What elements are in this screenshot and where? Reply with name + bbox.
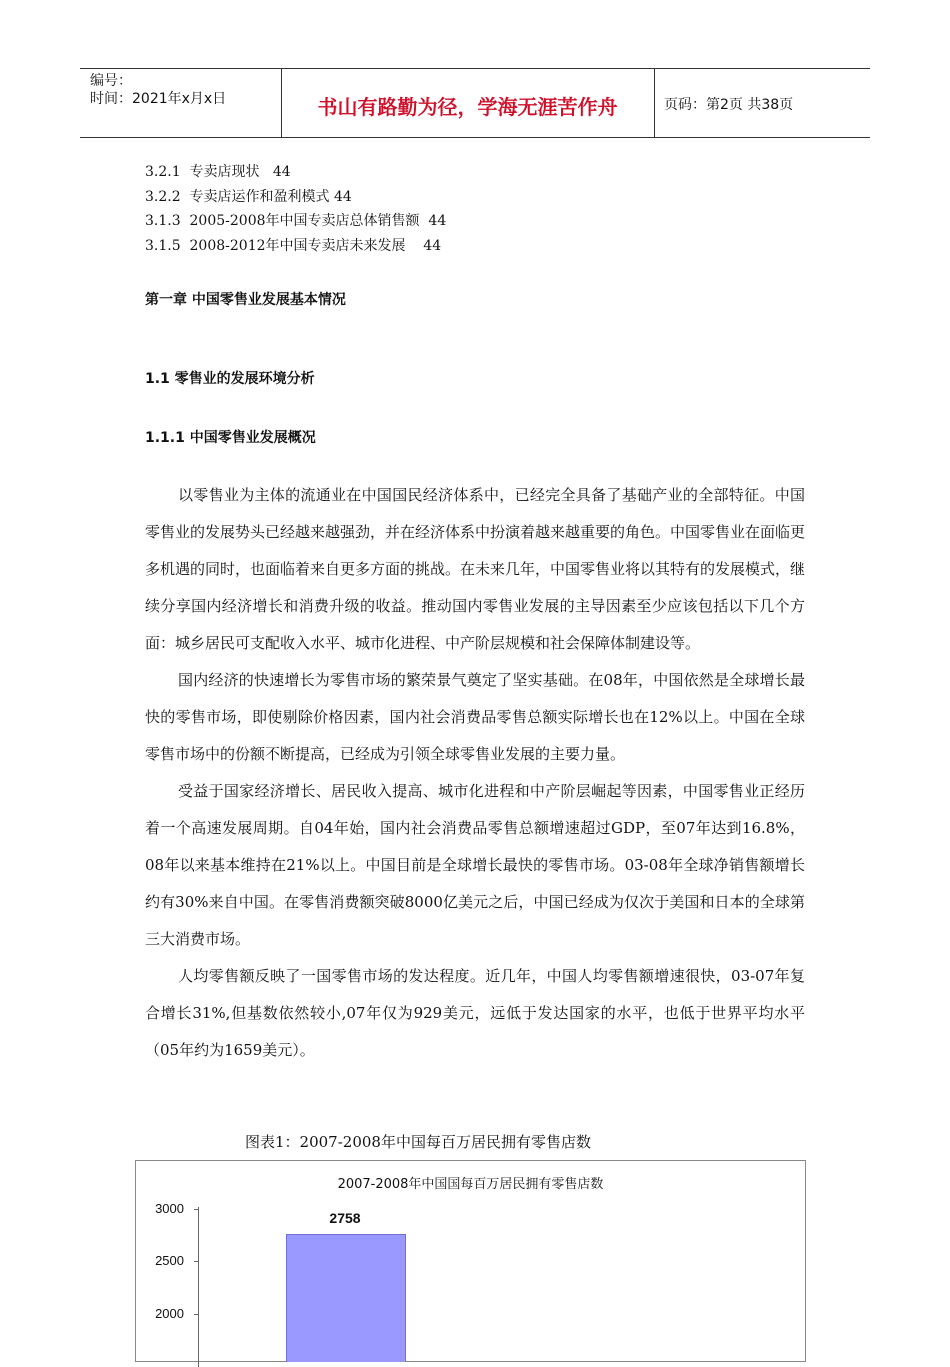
y-axis	[198, 1207, 199, 1367]
y-tick-label: 2500	[155, 1253, 184, 1268]
header-page-info: 页码：第2页 共38页	[664, 97, 794, 113]
subsection-heading: 1.1.1 中国零售业发展概况	[145, 430, 316, 446]
section-heading: 1.1 零售业的发展环境分析	[145, 371, 315, 387]
y-tick-label: 3000	[155, 1201, 184, 1216]
paragraph: 受益于国家经济增长、居民收入提高、城市化进程和中产阶层崛起等因素，中国零售业正经历着一个高速发展周期。自04年始，国内社会消费品零售总额增速超过GDP，至07年达到16.8%，08年以来基本维持在21%以上。中国目前是全球增长最快的零售市场。03-08年全球净销售额增长约有30%来自中国。在零售消费额突破8000亿美元之后，中国已经成为仅次于美国和日本的全球第三大消费市场。	[145, 782, 805, 948]
chapter-title: 第一章 中国零售业发展基本情况	[145, 292, 346, 308]
bar-data-label: 2758	[329, 1210, 361, 1227]
figure-caption: 图表1：2007-2008年中国每百万居民拥有零售店数	[245, 1133, 591, 1151]
toc-item: 3.1.3 2005-2008年中国专卖店总体销售额 44	[145, 213, 447, 229]
y-tick-mark	[194, 1261, 199, 1262]
toc	[145, 160, 446, 258]
header-meta	[90, 72, 226, 108]
header-date: 时间：2021年x月x日	[90, 91, 227, 107]
toc-item: 3.2.2 专卖店运作和盈利模式 44	[145, 188, 352, 205]
chart-title: 2007-2008年中国国每百万居民拥有零售店数	[337, 1177, 604, 1192]
y-tick-mark	[194, 1209, 199, 1210]
body-text	[145, 477, 805, 1069]
header-motto: 书山有路勤为径，学海无涯苦作舟	[317, 95, 618, 119]
paragraph: 人均零售额反映了一国零售市场的发达程度。近几年，中国人均零售额增速很快，03-07年复合增长31%,但基数依然较小,07年仅为929美元，远低于发达国家的水平，也低于世界平均水平（05年约为1659美元）。	[145, 967, 805, 1059]
page-header	[80, 68, 870, 138]
y-tick-mark	[194, 1314, 199, 1315]
header-number: 编号：	[90, 73, 132, 89]
bar-2758	[286, 1234, 406, 1362]
header-divider	[654, 69, 655, 137]
paragraph: 以零售业为主体的流通业在中国国民经济体系中，已经完全具备了基础产业的全部特征。中国零售业的发展势头已经越来越强劲，并在经济体系中扮演着越来越重要的角色。中国零售业在面临更多机遇的同时，也面临着来自更多方面的挑战。在未来几年，中国零售业将以其特有的发展模式，继续分享国内经济增长和消费升级的收益。推动国内零售业发展的主导因素至少应该包括以下几个方面：城乡居民可支配收入水平、城市化进程、中产阶层规模和社会保障体制建设等。	[145, 486, 806, 652]
toc-item: 3.1.5 2008-2012年中国专卖店未来发展 44	[145, 237, 442, 254]
toc-item: 3.2.1 专卖店现状 44	[145, 164, 291, 180]
y-tick-label: 2000	[155, 1306, 184, 1321]
bar-chart	[135, 1160, 806, 1362]
paragraph: 国内经济的快速增长为零售市场的繁荣景气奠定了坚实基础。在08年，中国依然是全球增长最快的零售市场，即使剔除价格因素，国内社会消费品零售总额实际增长也在12%以上。中国在全球零售市场中的份额不断提高，已经成为引领全球零售业发展的主要力量。	[145, 671, 805, 763]
